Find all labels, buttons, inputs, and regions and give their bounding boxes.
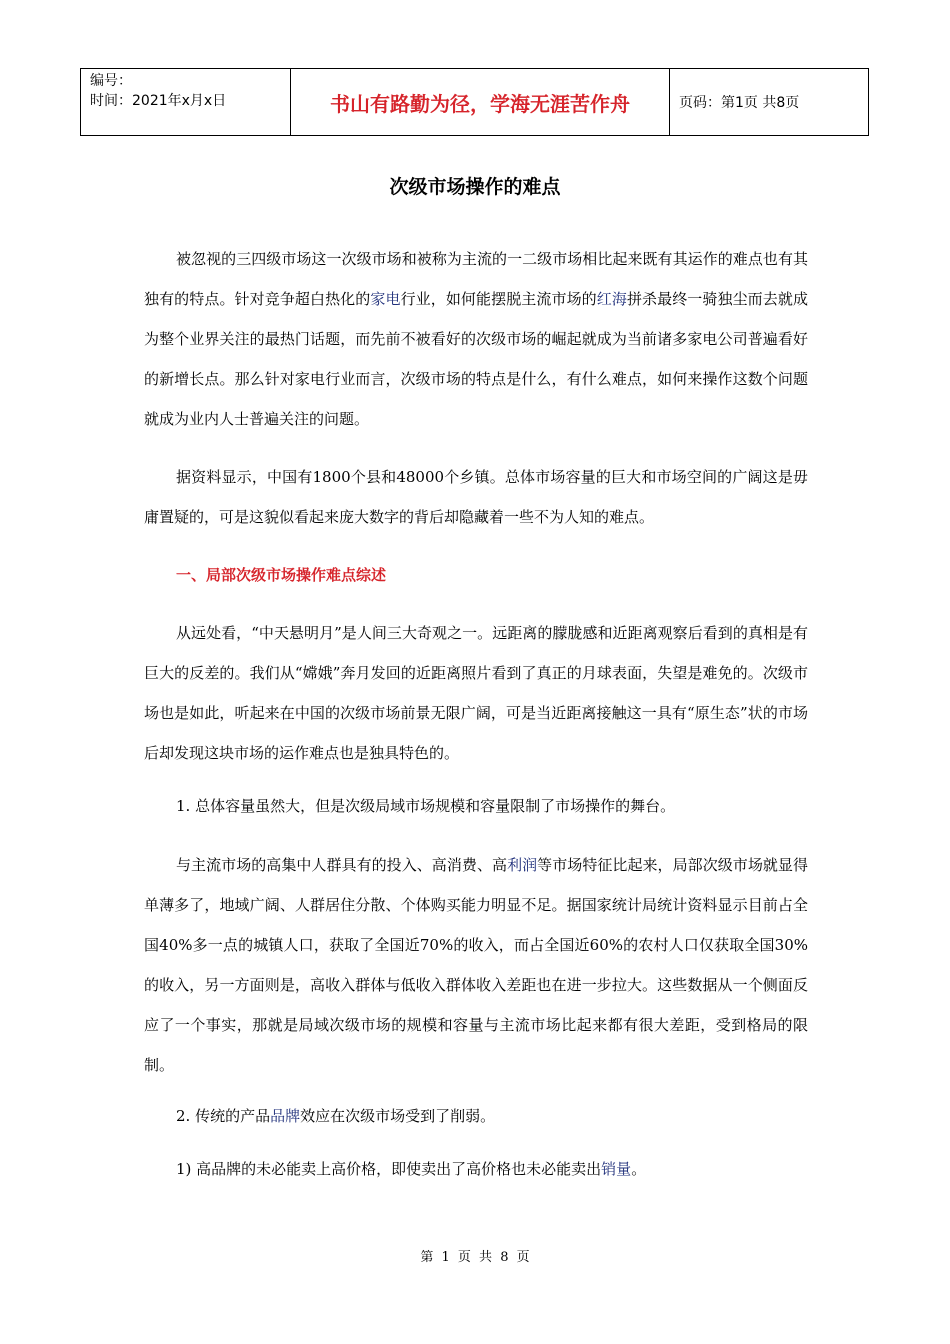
- header-table: [80, 68, 869, 136]
- sub-list-item-1: [144, 1149, 808, 1189]
- document-date-label: 时间：2021年x月x日: [90, 93, 227, 109]
- paragraph-intro: [144, 239, 808, 439]
- link-appliance[interactable]: 家电: [370, 290, 401, 308]
- paragraph-text: 行业，如何能摆脱主流市场的: [400, 290, 597, 308]
- page-footer: 第 1 页 共 8 页: [420, 1250, 530, 1265]
- paragraph-text: 等市场特征比起来，局部次级市场就显得单薄多了，地域广阔、人群居住分散、个体购买能力明显不足。据国家统计局统计资料显示目前占全国40%多一点的城镇人口，获取了全国近70%的收入，而占全国近60%的农村人口仅获取全国30%的收入，另一方面则是，高收入群体与低收入群体收入差距也在进一步拉大。这些数据从一个侧面反应了一个事实，那就是局域次级市场的规模和容量与主流市场比起来都有很大差距，受到格局的限制。: [144, 856, 808, 1074]
- header-motto: 书山有路勤为径，学海无涯苦作舟: [291, 69, 670, 136]
- paragraph-text: 效应在次级市场受到了削弱。: [300, 1107, 496, 1125]
- document-body: [144, 239, 808, 1189]
- paragraph-text: 拼杀最终一骑独尘而去就成为整个业界关注的最热门话题，而先前不被看好的次级市场的崛起就成为当前诸多家电公司普遍看好的新增长点。那么针对家电行业而言，次级市场的特点是什么，有什么难点，如何来操作这数个问题就成为业内人士普遍关注的问题。: [144, 290, 808, 428]
- link-sales-volume[interactable]: 销量: [601, 1160, 632, 1178]
- paragraph-text: 与主流市场的高集中人群具有的投入、高消费、高: [176, 856, 508, 874]
- link-red-ocean[interactable]: 红海: [596, 290, 627, 308]
- paragraph-market-comparison: [144, 845, 808, 1085]
- document-number-label: 编号：: [90, 73, 132, 89]
- paragraph-statistics: 据资料显示，中国有1800个县和48000个乡镇。总体市场容量的巨大和市场空间的广阔这是毋庸置疑的，可是这貌似看起来庞大数字的背后却隐藏着一些不为人知的难点。: [144, 468, 808, 526]
- document-title: 次级市场操作的难点: [389, 176, 561, 198]
- paragraph-text: 1) 高品牌的未必能卖上高价格，即使卖出了高价格也未必能卖出: [176, 1160, 602, 1178]
- link-profit[interactable]: 利润: [507, 856, 538, 874]
- header-page-info: 页码：第1页 共8页: [670, 69, 869, 136]
- header-meta-cell: [81, 69, 291, 136]
- section-heading: 一、局部次级市场操作难点综述: [176, 566, 387, 584]
- paragraph-text: 2. 传统的产品: [176, 1107, 271, 1125]
- paragraph-text: 被忽视的三四级市场这一次级市场和被称为主流的一二级市场相比起来既有其运作的难点也有其独有的特点。针对竞争超白热化的: [144, 250, 808, 308]
- link-brand[interactable]: 品牌: [270, 1107, 301, 1125]
- paragraph-text: 。: [631, 1160, 647, 1178]
- list-item-2: [144, 1096, 808, 1136]
- paragraph-moon-analogy: 从远处看，“中天悬明月”是人间三大奇观之一。远距离的朦胧感和近距离观察后看到的真相是有巨大的反差的。我们从“嫦娥”奔月发回的近距离照片看到了真正的月球表面，失望是难免的。次级市场也是如此，听起来在中国的次级市场前景无限广阔，可是当近距离接触这一具有“原生态”状的市场后却发现这块市场的运作难点也是独具特色的。: [144, 624, 808, 762]
- list-item-1: 1. 总体容量虽然大，但是次级局域市场规模和容量限制了市场操作的舞台。: [176, 797, 676, 815]
